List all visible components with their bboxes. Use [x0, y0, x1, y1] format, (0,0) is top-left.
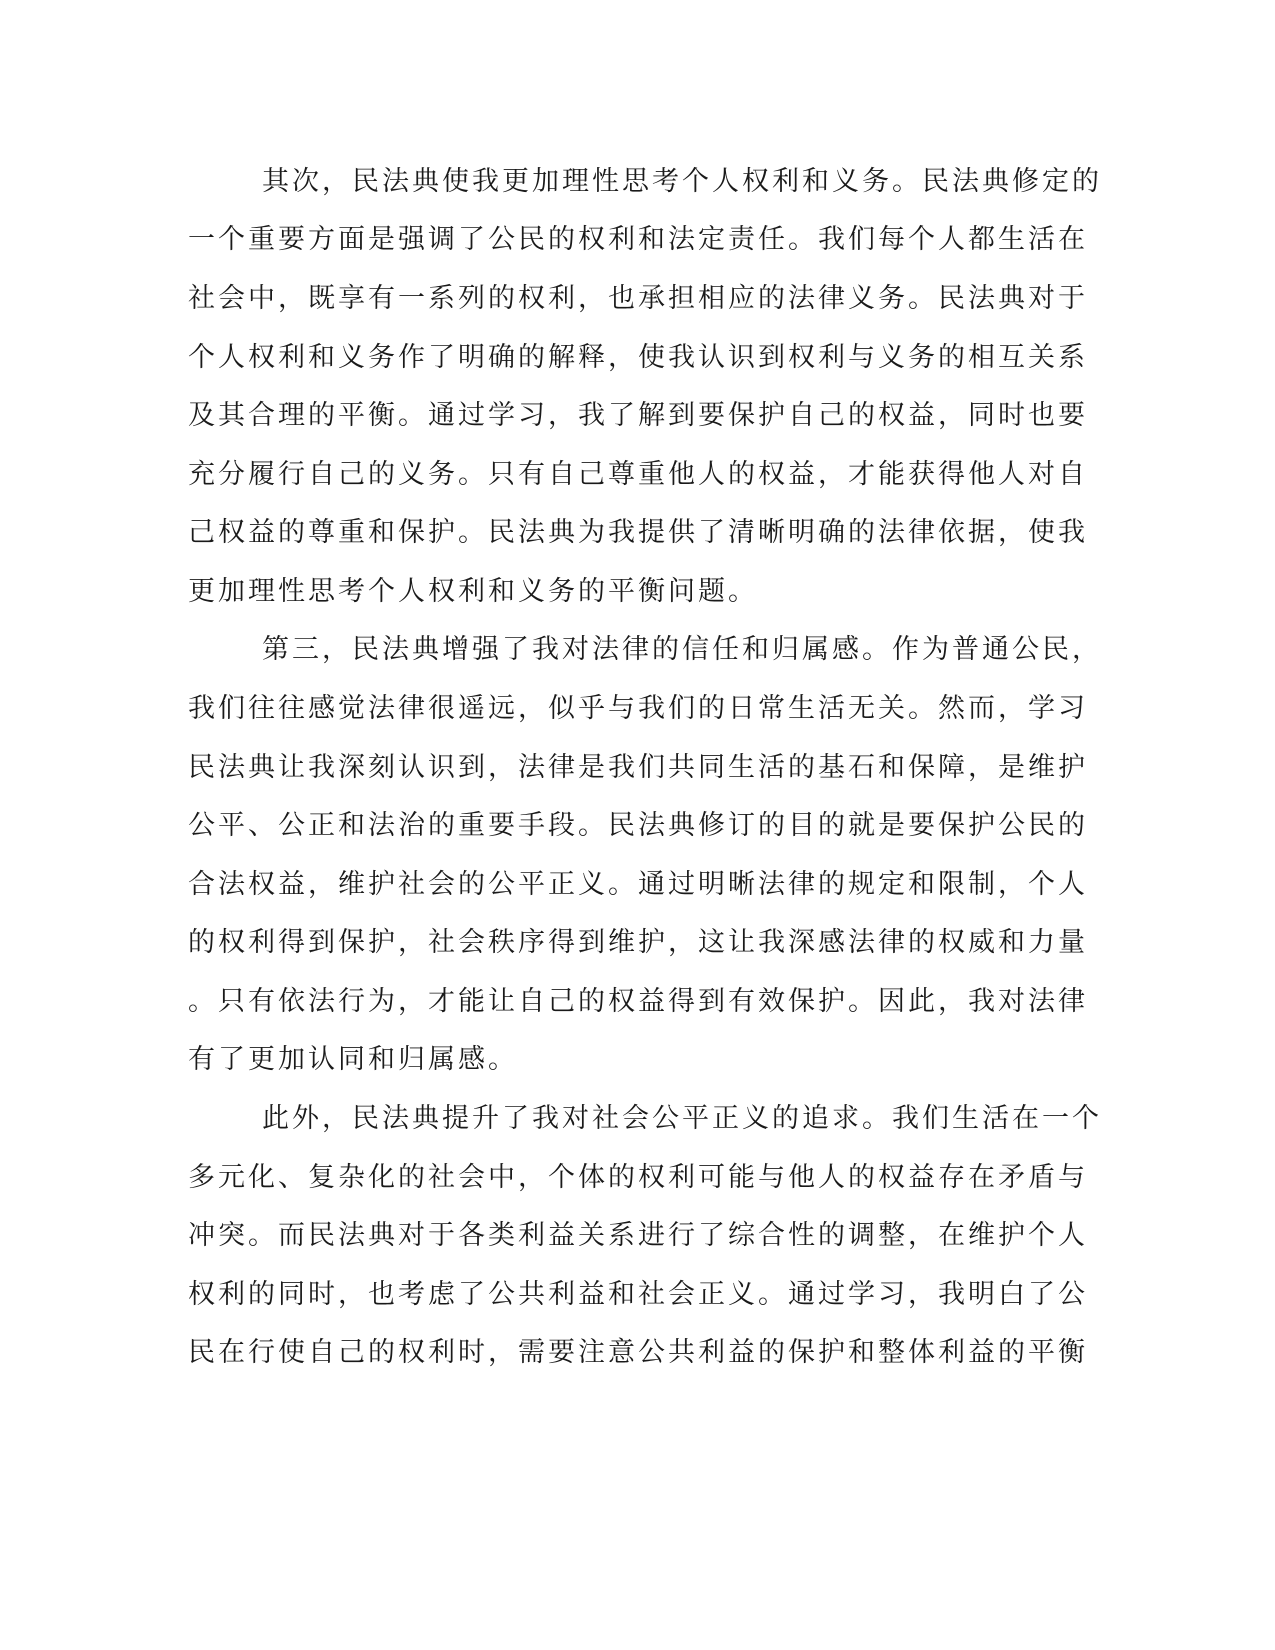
text-line: 有了更加认同和归属感。	[188, 1044, 518, 1075]
text-line: 民在行使自己的权利时，需要注意公共利益的保护和整体利益的平衡	[188, 1337, 1088, 1368]
text-line: 。只有依法行为，才能让自己的权益得到有效保护。因此，我对法律	[188, 986, 1088, 1017]
text-line: 冲突。而民法典对于各类利益关系进行了综合性的调整，在维护个人	[188, 1220, 1088, 1251]
text-line: 权利的同时，也考虑了公共利益和社会正义。通过学习，我明白了公	[188, 1279, 1088, 1310]
text-line: 社会中，既享有一系列的权利，也承担相应的法律义务。民法典对于	[188, 283, 1088, 314]
text-line: 的权利得到保护，社会秩序得到维护，这让我深感法律的权威和力量	[188, 927, 1088, 958]
text-line: 个人权利和义务作了明确的解释，使我认识到权利与义务的相互关系	[188, 342, 1088, 373]
text-line: 充分履行自己的义务。只有自己尊重他人的权益，才能获得他人对自	[188, 459, 1088, 490]
text-line: 及其合理的平衡。通过学习，我了解到要保护自己的权益，同时也要	[188, 400, 1088, 431]
text-line: 一个重要方面是强调了公民的权利和法定责任。我们每个人都生活在	[188, 224, 1088, 255]
text-line: 己权益的尊重和保护。民法典为我提供了清晰明确的法律依据，使我	[188, 517, 1088, 548]
text-line: 第三，民法典增强了我对法律的信任和归属感。作为普通公民，	[262, 634, 1102, 665]
text-line: 合法权益，维护社会的公平正义。通过明晰法律的规定和限制，个人	[188, 869, 1088, 900]
text-line: 公平、公正和法治的重要手段。民法典修订的目的就是要保护公民的	[188, 810, 1088, 841]
text-line: 其次，民法典使我更加理性思考个人权利和义务。民法典修定的	[262, 166, 1102, 197]
text-line: 多元化、复杂化的社会中，个体的权利可能与他人的权益存在矛盾与	[188, 1162, 1088, 1193]
text-line: 此外，民法典提升了我对社会公平正义的追求。我们生活在一个	[262, 1103, 1102, 1134]
text-line: 民法典让我深刻认识到，法律是我们共同生活的基石和保障，是维护	[188, 752, 1088, 783]
text-line: 我们往往感觉法律很遥远，似乎与我们的日常生活无关。然而，学习	[188, 693, 1088, 724]
text-line: 更加理性思考个人权利和义务的平衡问题。	[188, 576, 758, 607]
